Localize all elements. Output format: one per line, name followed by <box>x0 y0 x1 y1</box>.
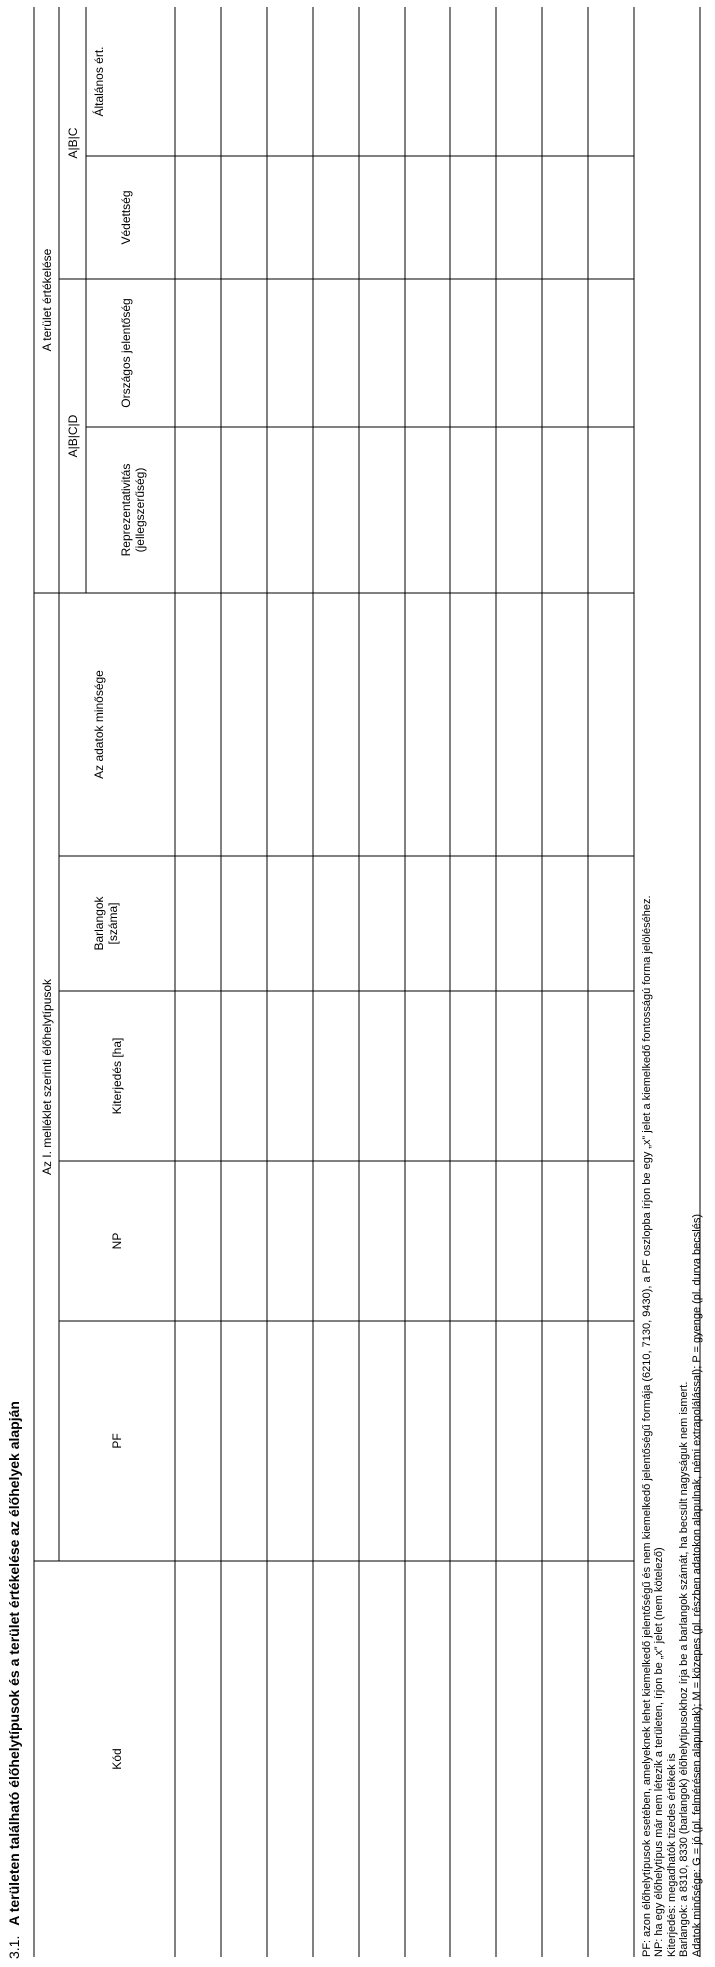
header-sub-abc: A|B|C <box>66 127 80 159</box>
section-heading <box>6 1401 22 1959</box>
col-header-reprezentativitas <box>119 427 147 593</box>
section-title: A területen található élőhelytípusok és a terület értékelése az élőhelyek alapján <box>6 1401 22 1926</box>
header-sub-abcd: A|B|C|D <box>66 414 80 458</box>
footnote-np: NP: ha egy élőhelytípus már nem létezik a területen, írjon be „x” jelet (nem kötelező) <box>653 1547 666 1957</box>
footnote-pf: PF: azon élőhelytípusok esetében, amelyeknek lehet kiemelkedő jelentőségű és nem kiemelkedő jelentőségű formája (6210, 7130, 9430), a PF oszlopba írjon be egy „x” jelet a kiemelkedő fontosságú forma jelöléséhez. <box>641 895 653 1957</box>
col-header-vedettseg: Védettség <box>119 190 133 245</box>
col-header-adatok: Az adatok minősége <box>92 670 106 779</box>
col-header-kiterjedes: Kiterjedés [ha] <box>110 1037 124 1115</box>
col-header-repr-line2: (jellegszerűség) <box>133 467 147 553</box>
section-number: 3.1. <box>6 1935 22 1959</box>
footnotes <box>641 895 703 1957</box>
col-header-kod: Kód <box>110 1748 124 1770</box>
col-header-repr-line1: Reprezentativitás <box>119 463 133 557</box>
header-group-evaluation: A terület értékelése <box>40 248 54 352</box>
footnote-barlangok: Barlangok: a 8310, 8330 (barlangok) élőhelytípusokhoz írja be a barlangok számát, ha becsült nagyságuk nem ismert. <box>678 1381 691 1957</box>
col-header-orszagos: Országos jelentőség <box>119 298 133 408</box>
footnote-kiterjedes: Kiterjedés: megadhatók tizedes értékek is <box>665 1753 678 1957</box>
header-group-habitats: Az I. melléklet szerinti élőhelytípusok <box>40 978 54 1176</box>
col-header-barlangok <box>92 856 120 991</box>
col-header-barlangok-line2: [száma] <box>106 902 120 945</box>
footnote-adatok: Adatok minősége: G = jó (pl. felmérésen alapulnak); M = közepes (pl. részben adatokon alapulnak, némi extrapolálással); P = gyenge (pl. durva becslés) <box>690 1213 703 1957</box>
col-header-pf: PF <box>110 1433 124 1449</box>
col-header-altalanos: Általános ért. <box>92 46 106 117</box>
col-header-barlangok-line1: Barlangok <box>92 896 106 951</box>
col-header-np: NP <box>110 1232 124 1250</box>
